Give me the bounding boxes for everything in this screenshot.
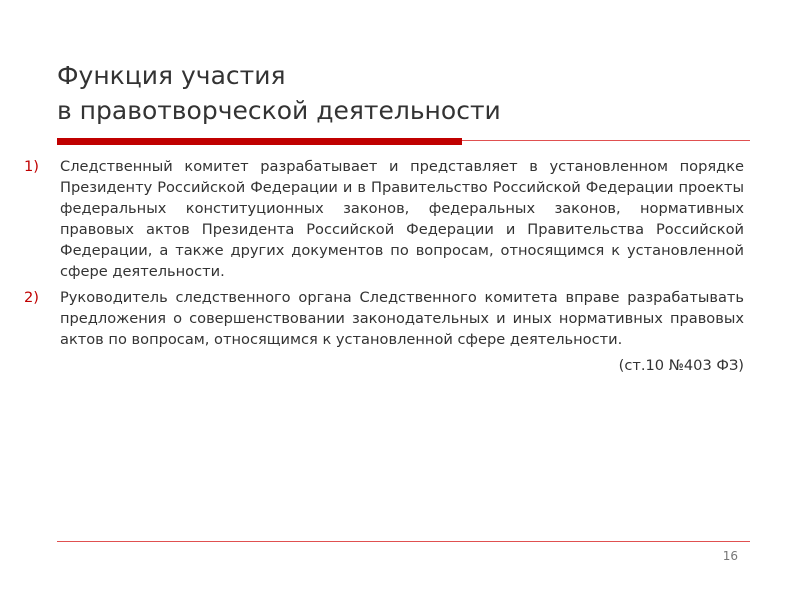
list-item-number: 1) (24, 158, 39, 175)
page-number: 16 (722, 549, 738, 563)
list-item-number: 2) (24, 289, 39, 306)
list-item-text: Следственный комитет разрабатывает и представляет в установленном порядке Президенту Российской Федерации и в Правительство Российской Федерации проекты федеральных конституционных законов, федеральных законов, нормативных правовых актов Президента Российской Федерации и Правительства Российской Федерации, а также других документов по вопросам, относящимся к установленной сфере деятельности. (60, 158, 744, 280)
list-item-text: Руководитель следственного органа Следственного комитета вправе разрабатывать предложения о совершенствовании законодательных и иных нормативных правовых актов по вопросам, относящимся к установленной сфере деятельности. (60, 289, 744, 348)
slide-title-line-2: в правотворческой деятельности (57, 96, 501, 125)
footer-divider-line (57, 541, 750, 542)
list-item (24, 156, 744, 282)
slide-title (57, 58, 757, 128)
slide-content (24, 156, 744, 376)
law-citation: (ст.10 №403 ФЗ) (618, 357, 744, 374)
title-accent-bar (57, 138, 462, 145)
slide-title-line-1: Функция участия (57, 61, 286, 90)
list-item (24, 287, 744, 350)
title-divider-line (462, 140, 750, 141)
